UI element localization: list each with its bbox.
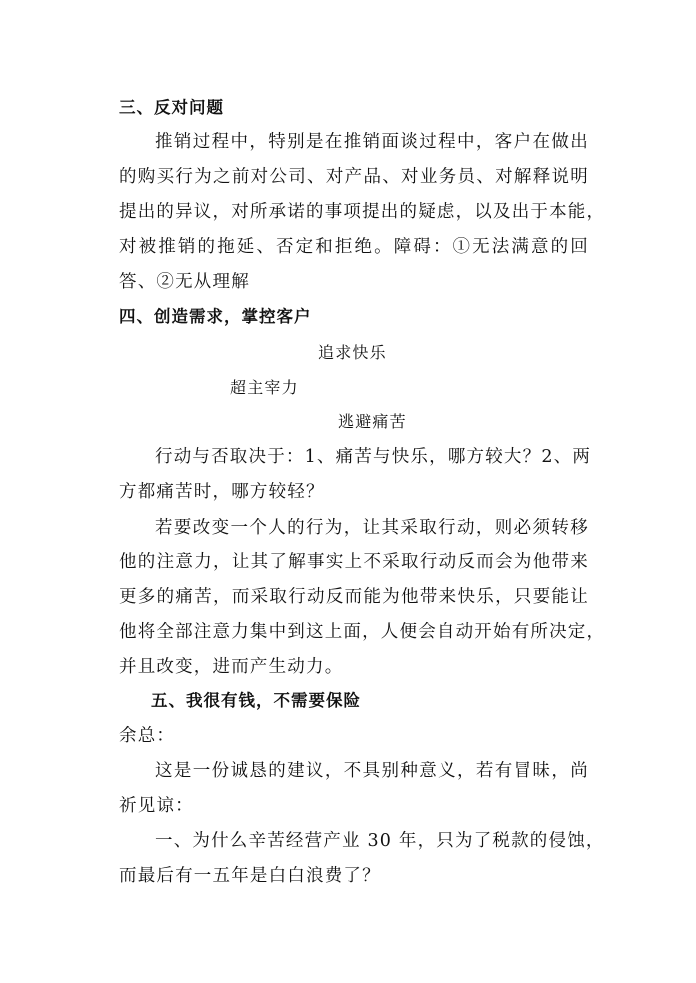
section-4-para1-line-1: 行动与否取决于：1、痛苦与快乐，哪方较大？2、两: [155, 447, 592, 467]
diagram-top-label: 追求快乐: [318, 343, 387, 362]
section-3-line-2: 的购买行为之前对公司、对产品、对业务员、对解释说明: [119, 167, 589, 187]
section-3-line-4: 对被推销的拖延、否定和拒绝。障碍：①无法满意的回: [119, 237, 589, 257]
section-4-para2-line-5: 并且改变，进而产生动力。: [119, 657, 344, 677]
section-3-line-5: 答、②无从理解: [119, 272, 250, 292]
section-3-line-1: 推销过程中，特别是在推销面谈过程中，客户在做出: [155, 132, 589, 152]
section-5-heading: 五、我很有钱，不需要保险: [151, 691, 361, 710]
section-3-line-3: 提出的异议，对所承诺的事项提出的疑虑，以及出于本能，: [119, 202, 606, 222]
salutation: 余总：: [119, 726, 176, 746]
section-4-para2-line-4: 他将全部注意力集中到这上面，人便会自动开始有所决定，: [119, 622, 606, 642]
section-4-para1-line-2: 方都痛苦时，哪方较轻？: [119, 482, 325, 502]
section-4-para2-line-3: 更多的痛苦，而采取行动反而能为他带来快乐，只要能让: [119, 587, 589, 607]
section-5-para2-line-1: 一、为什么辛苦经营产业 30 年，只为了税款的侵蚀，: [155, 831, 605, 851]
section-4-para2-line-2: 他的注意力，让其了解事实上不采取行动反而会为他带来: [119, 552, 589, 572]
section-4-para2-line-1: 若要改变一个人的行为，让其采取行动，则必须转移: [155, 518, 589, 538]
section-4-heading: 四、创造需求，掌控客户: [119, 307, 312, 326]
section-5-para1-line-1: 这是一份诚恳的建议，不具别种意义，若有冒昧，尚: [155, 761, 589, 781]
section-3-heading: 三、反对问题: [119, 98, 224, 117]
diagram-bottom-label: 逃避痛苦: [338, 412, 407, 431]
diagram-middle-label: 超主宰力: [230, 378, 299, 397]
section-5-para1-line-2: 祈见谅：: [119, 796, 194, 816]
section-5-para2-line-2: 而最后有一五年是白白浪费了？: [119, 866, 381, 886]
